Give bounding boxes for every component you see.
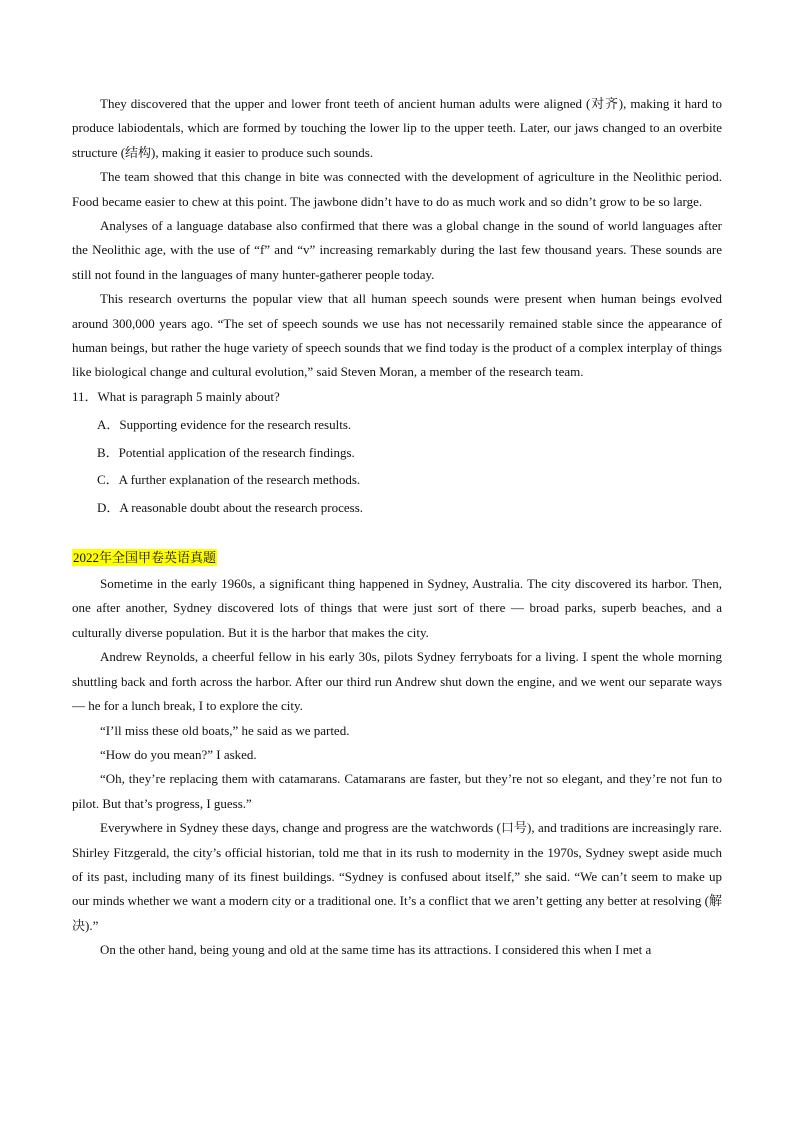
paragraph: Sometime in the early 1960s, a significant thing happened in Sydney, Australia. The city discovered its harbor. Then, one after another, Sydney discovered lots of things that were just sort of there — broad parks, superb beaches, and a culturally diverse population. But it is the harbor that makes the city. <box>72 576 722 640</box>
option-a: A．Supporting evidence for the research results. <box>97 417 352 433</box>
paragraph: “How do you mean?” I asked. <box>100 746 257 762</box>
passage-one <box>72 92 722 385</box>
paragraph: Andrew Reynolds, a cheerful fellow in his early 30s, pilots Sydney ferryboats for a living. I spent the whole morning shuttling back and forth across the harbor. After our third run Andrew shut down the engine, and we went our separate ways — he for a lunch break, I to explore the city. <box>72 649 722 714</box>
section-heading <box>72 546 722 570</box>
passage-two <box>72 572 722 963</box>
paragraph: “Oh, they’re replacing them with catamarans. Catamarans are faster, but they’re not so elegant, and they’re not fun to pilot. But that’s progress, I guess.” <box>72 771 722 811</box>
paragraph: “I’ll miss these old boats,” he said as we parted. <box>100 722 350 738</box>
question-eleven <box>72 385 722 522</box>
option-c: C．A further explanation of the research methods. <box>97 472 361 488</box>
option-d: D．A reasonable doubt about the research process. <box>97 500 364 516</box>
paragraph: Analyses of a language database also confirmed that there was a global change in the sound of world languages after the Neolithic age, with the use of “f” and “v” increasing remarkably during the last few thousand years. These sounds are still not found in the languages of many hunter-gatherer people today. <box>72 218 722 282</box>
paragraph: On the other hand, being young and old at the same time has its attractions. I considered this when I met a <box>100 942 652 958</box>
paragraph: This research overturns the popular view that all human speech sounds were present when human beings evolved around 300,000 years ago. “The set of speech sounds we use has not necessarily remained stable since the appearance of human beings, but rather the huge variety of speech sounds that we find today is the product of a complex interplay of things like biological change and cultural evolution,” said Steven Moran, a member of the research team. <box>72 291 722 380</box>
paragraph: They discovered that the upper and lower front teeth of ancient human adults were aligned (对齐), making it hard to produce labiodentals, which are formed by touching the lower lip to the upper teeth. Later, our jaws changed to an overbite structure (结构), making it easier to produce such sounds. <box>72 96 722 160</box>
paragraph: Everywhere in Sydney these days, change and progress are the watchwords (口号), and traditions are increasingly rare. Shirley Fitzgerald, the city’s official historian, told me that in its rush to modernity in the 1970s, Sydney swept aside much of its past, including many of its finest buildings. “Sydney is confused about itself,” she said. “We can’t seem to make up our minds whether we want a modern city or a traditional one. It’s a conflict that we aren’t getting any better at resolving (解决).” <box>72 820 722 933</box>
paragraph: The team showed that this change in bite was connected with the development of agriculture in the Neolithic period. Food became easier to chew at this point. The jawbone didn’t have to do as much work and so didn’t grow to be so large. <box>72 169 722 209</box>
question-stem: 11．What is paragraph 5 mainly about? <box>72 388 280 404</box>
highlighted-heading-text: 2022年全国甲卷英语真题 <box>73 549 217 565</box>
option-b: B．Potential application of the research findings. <box>97 444 355 460</box>
answer-options <box>72 411 722 521</box>
